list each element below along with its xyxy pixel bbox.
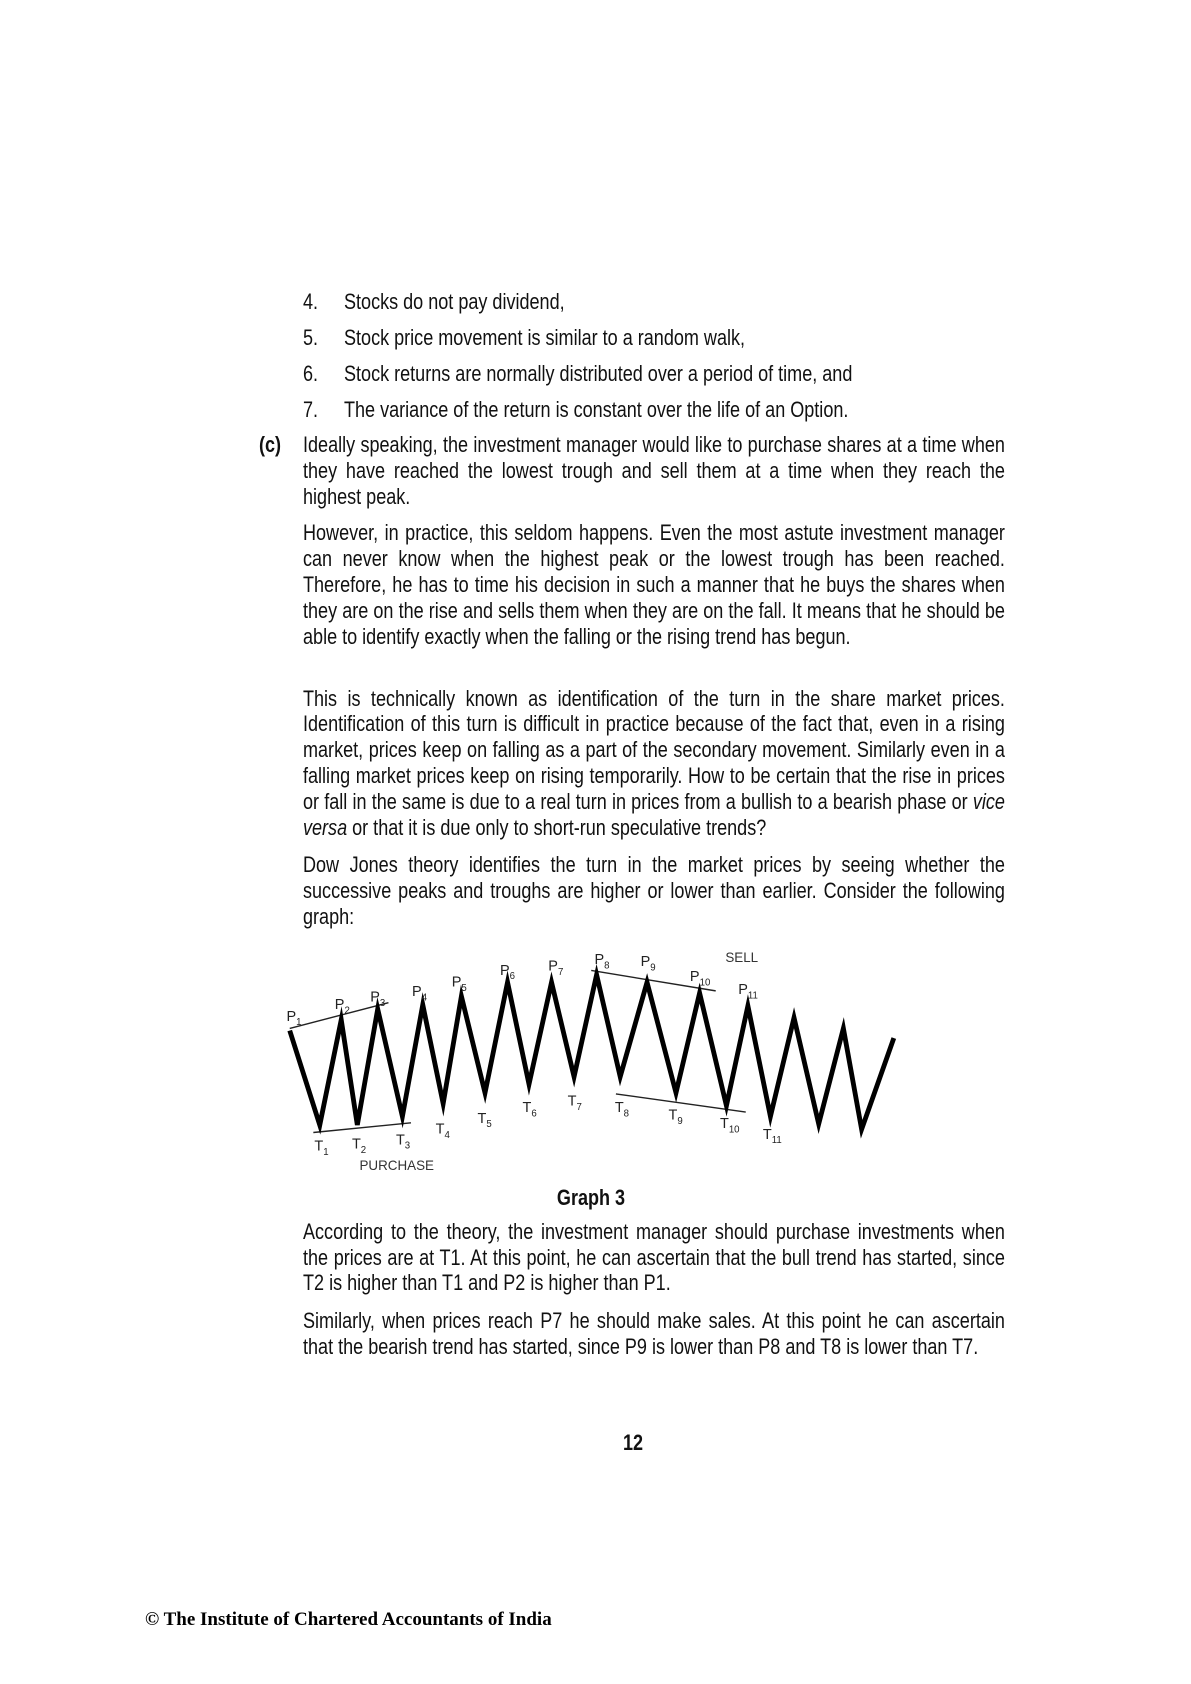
trough-letter: T [435, 1121, 445, 1138]
peak-subscript: 9 [650, 961, 656, 973]
graph-caption: Graph 3 [556, 1184, 626, 1210]
peak-subscript: 8 [604, 959, 610, 971]
trough-letter: T [614, 1099, 624, 1116]
trough-subscript: 3 [404, 1140, 411, 1152]
trough-label-t2 [352, 1136, 366, 1155]
list-number: 6. [303, 360, 319, 386]
trough-label-t9 [668, 1107, 682, 1126]
trough-letter: T [567, 1093, 577, 1110]
list-item [303, 325, 1005, 351]
trough-letter: T [522, 1099, 532, 1116]
peak-letter: P [738, 981, 748, 998]
trough-label-t5 [477, 1110, 491, 1129]
list-text: Stock returns are normally distributed over a period of time, and [344, 360, 853, 386]
peak-subscript: 2 [344, 1004, 350, 1016]
peak-subscript: 3 [379, 997, 386, 1009]
trough-subscript: 6 [531, 1107, 537, 1119]
paragraph-turn-identification [303, 686, 1005, 841]
trough-subscript: 11 [771, 1134, 782, 1146]
list-item [303, 361, 1005, 387]
trough-letter: T [719, 1115, 729, 1132]
trough-subscript: 8 [623, 1107, 630, 1119]
trough-label-t3 [396, 1132, 410, 1151]
trough-label-t10 [720, 1116, 740, 1135]
peak-label-p10 [690, 969, 710, 988]
peak-letter: P [412, 983, 422, 1000]
peak-subscript: 10 [699, 977, 711, 989]
peak-letter: P [500, 962, 510, 979]
list-number: 7. [303, 396, 319, 422]
peak-letter: P [286, 1008, 297, 1025]
peak-letter: P [370, 989, 380, 1006]
paragraph-dow-jones: Dow Jones theory identifies the turn in the market prices by seeing whether the successive peaks and troughs are higher or lower than earlier. Consider the following graph: [303, 852, 1005, 929]
list-item [303, 289, 1005, 315]
list-text: The variance of the return is constant over the life of an Option. [344, 396, 849, 422]
assumptions-list [303, 289, 1005, 433]
trough-subscript: 5 [486, 1118, 492, 1130]
peak-label-p11 [738, 982, 758, 1001]
trough-subscript: 7 [576, 1101, 582, 1113]
paragraph-in-practice: However, in practice, this seldom happens. Even the most astute investment manager can never know when the highest peak or the lowest trough has been reached. Therefore, he has to time his decision in such a manner that he buys the shares when they are on the rise and sells them when they are on the fall. It means that he should be able to identify exactly when the falling or the rising trend has begun. [303, 520, 1005, 649]
peak-label-p7 [548, 958, 563, 977]
trough-subscript: 9 [677, 1115, 683, 1127]
peak-subscript: 5 [461, 982, 467, 994]
trough-letter: T [762, 1126, 772, 1143]
trough-letter: T [477, 1110, 487, 1127]
rising-troughs-trend-line [313, 1122, 411, 1132]
peak-subscript: 4 [421, 992, 428, 1004]
peak-label-p4 [412, 984, 428, 1003]
trough-letter: T [395, 1131, 405, 1148]
paragraph-purchase-timing: According to the theory, the investment manager should purchase investments when the prices are at T1. At this point, he can ascertain that the bull trend has started, since T2 is higher than T1 and P2 is higher than P1. [303, 1218, 1005, 1296]
list-item [303, 397, 1005, 423]
peak-letter: P [640, 953, 651, 970]
paragraph-text: or that it is due only to short-run speculative trends? [347, 814, 767, 840]
peak-subscript: 7 [557, 966, 564, 978]
trough-label-t1 [314, 1138, 328, 1157]
section-c-label: (c) [258, 432, 281, 458]
copyright-footer: © The Institute of Chartered Accountants of India [145, 1609, 552, 1630]
paragraph-sale-timing: Similarly, when prices reach P7 he should make sales. At this point he can ascertain that the bearish trend has started, since P9 is lower than P8 and T8 is lower than T7. [303, 1308, 1005, 1359]
purchase-label: PURCHASE [359, 1157, 434, 1173]
paragraph-text: This is technically known as identification of the turn in the share market prices. Identification of this turn is difficult in practice because of the fact that, even in a rising market, prices keep on falling as a part of the secondary movement. Similarly even in a falling market prices keep on rising temporarily. How to be certain that the rise in prices or fall in the same is due to a real turn in prices from a bullish to a bearish phase or [303, 685, 1005, 814]
peak-letter: P [334, 996, 345, 1013]
trough-label-t8 [615, 1100, 629, 1119]
peak-subscript: 11 [747, 989, 758, 1001]
trough-letter: T [668, 1107, 678, 1124]
trough-label-t6 [523, 1100, 537, 1119]
dow-jones-graph [279, 934, 907, 1181]
peak-letter: P [451, 974, 462, 991]
peak-subscript: 6 [509, 970, 516, 982]
trough-label-t11 [763, 1126, 782, 1145]
sell-label: SELL [725, 949, 759, 965]
trough-label-t4 [436, 1121, 451, 1140]
list-number: 5. [303, 324, 319, 350]
peak-label-p9 [641, 954, 656, 973]
paragraph-ideal-timing: Ideally speaking, the investment manager would like to purchase shares at a time when they have reached the lowest trough and sell them at a time when they reach the highest peak. [303, 432, 1005, 509]
trough-subscript: 10 [728, 1124, 740, 1136]
trough-label-t7 [568, 1093, 582, 1112]
trough-letter: T [314, 1138, 324, 1155]
list-number: 4. [303, 288, 319, 314]
page-number: 12 [622, 1430, 644, 1455]
peak-subscript: 1 [296, 1016, 302, 1028]
trough-subscript: 1 [323, 1146, 329, 1158]
peak-label-p1 [287, 1008, 302, 1027]
emphasis-vice-versa: vice versa [303, 788, 1005, 840]
peak-letter: P [594, 951, 605, 968]
peak-letter: P [689, 968, 700, 985]
trough-letter: T [351, 1136, 361, 1153]
trough-subscript: 2 [360, 1144, 367, 1156]
peak-label-p5 [452, 974, 467, 993]
trough-subscript: 4 [444, 1129, 450, 1141]
peak-letter: P [548, 957, 558, 974]
list-text: Stock price movement is similar to a random walk, [344, 324, 746, 350]
list-text: Stocks do not pay dividend, [344, 288, 565, 314]
